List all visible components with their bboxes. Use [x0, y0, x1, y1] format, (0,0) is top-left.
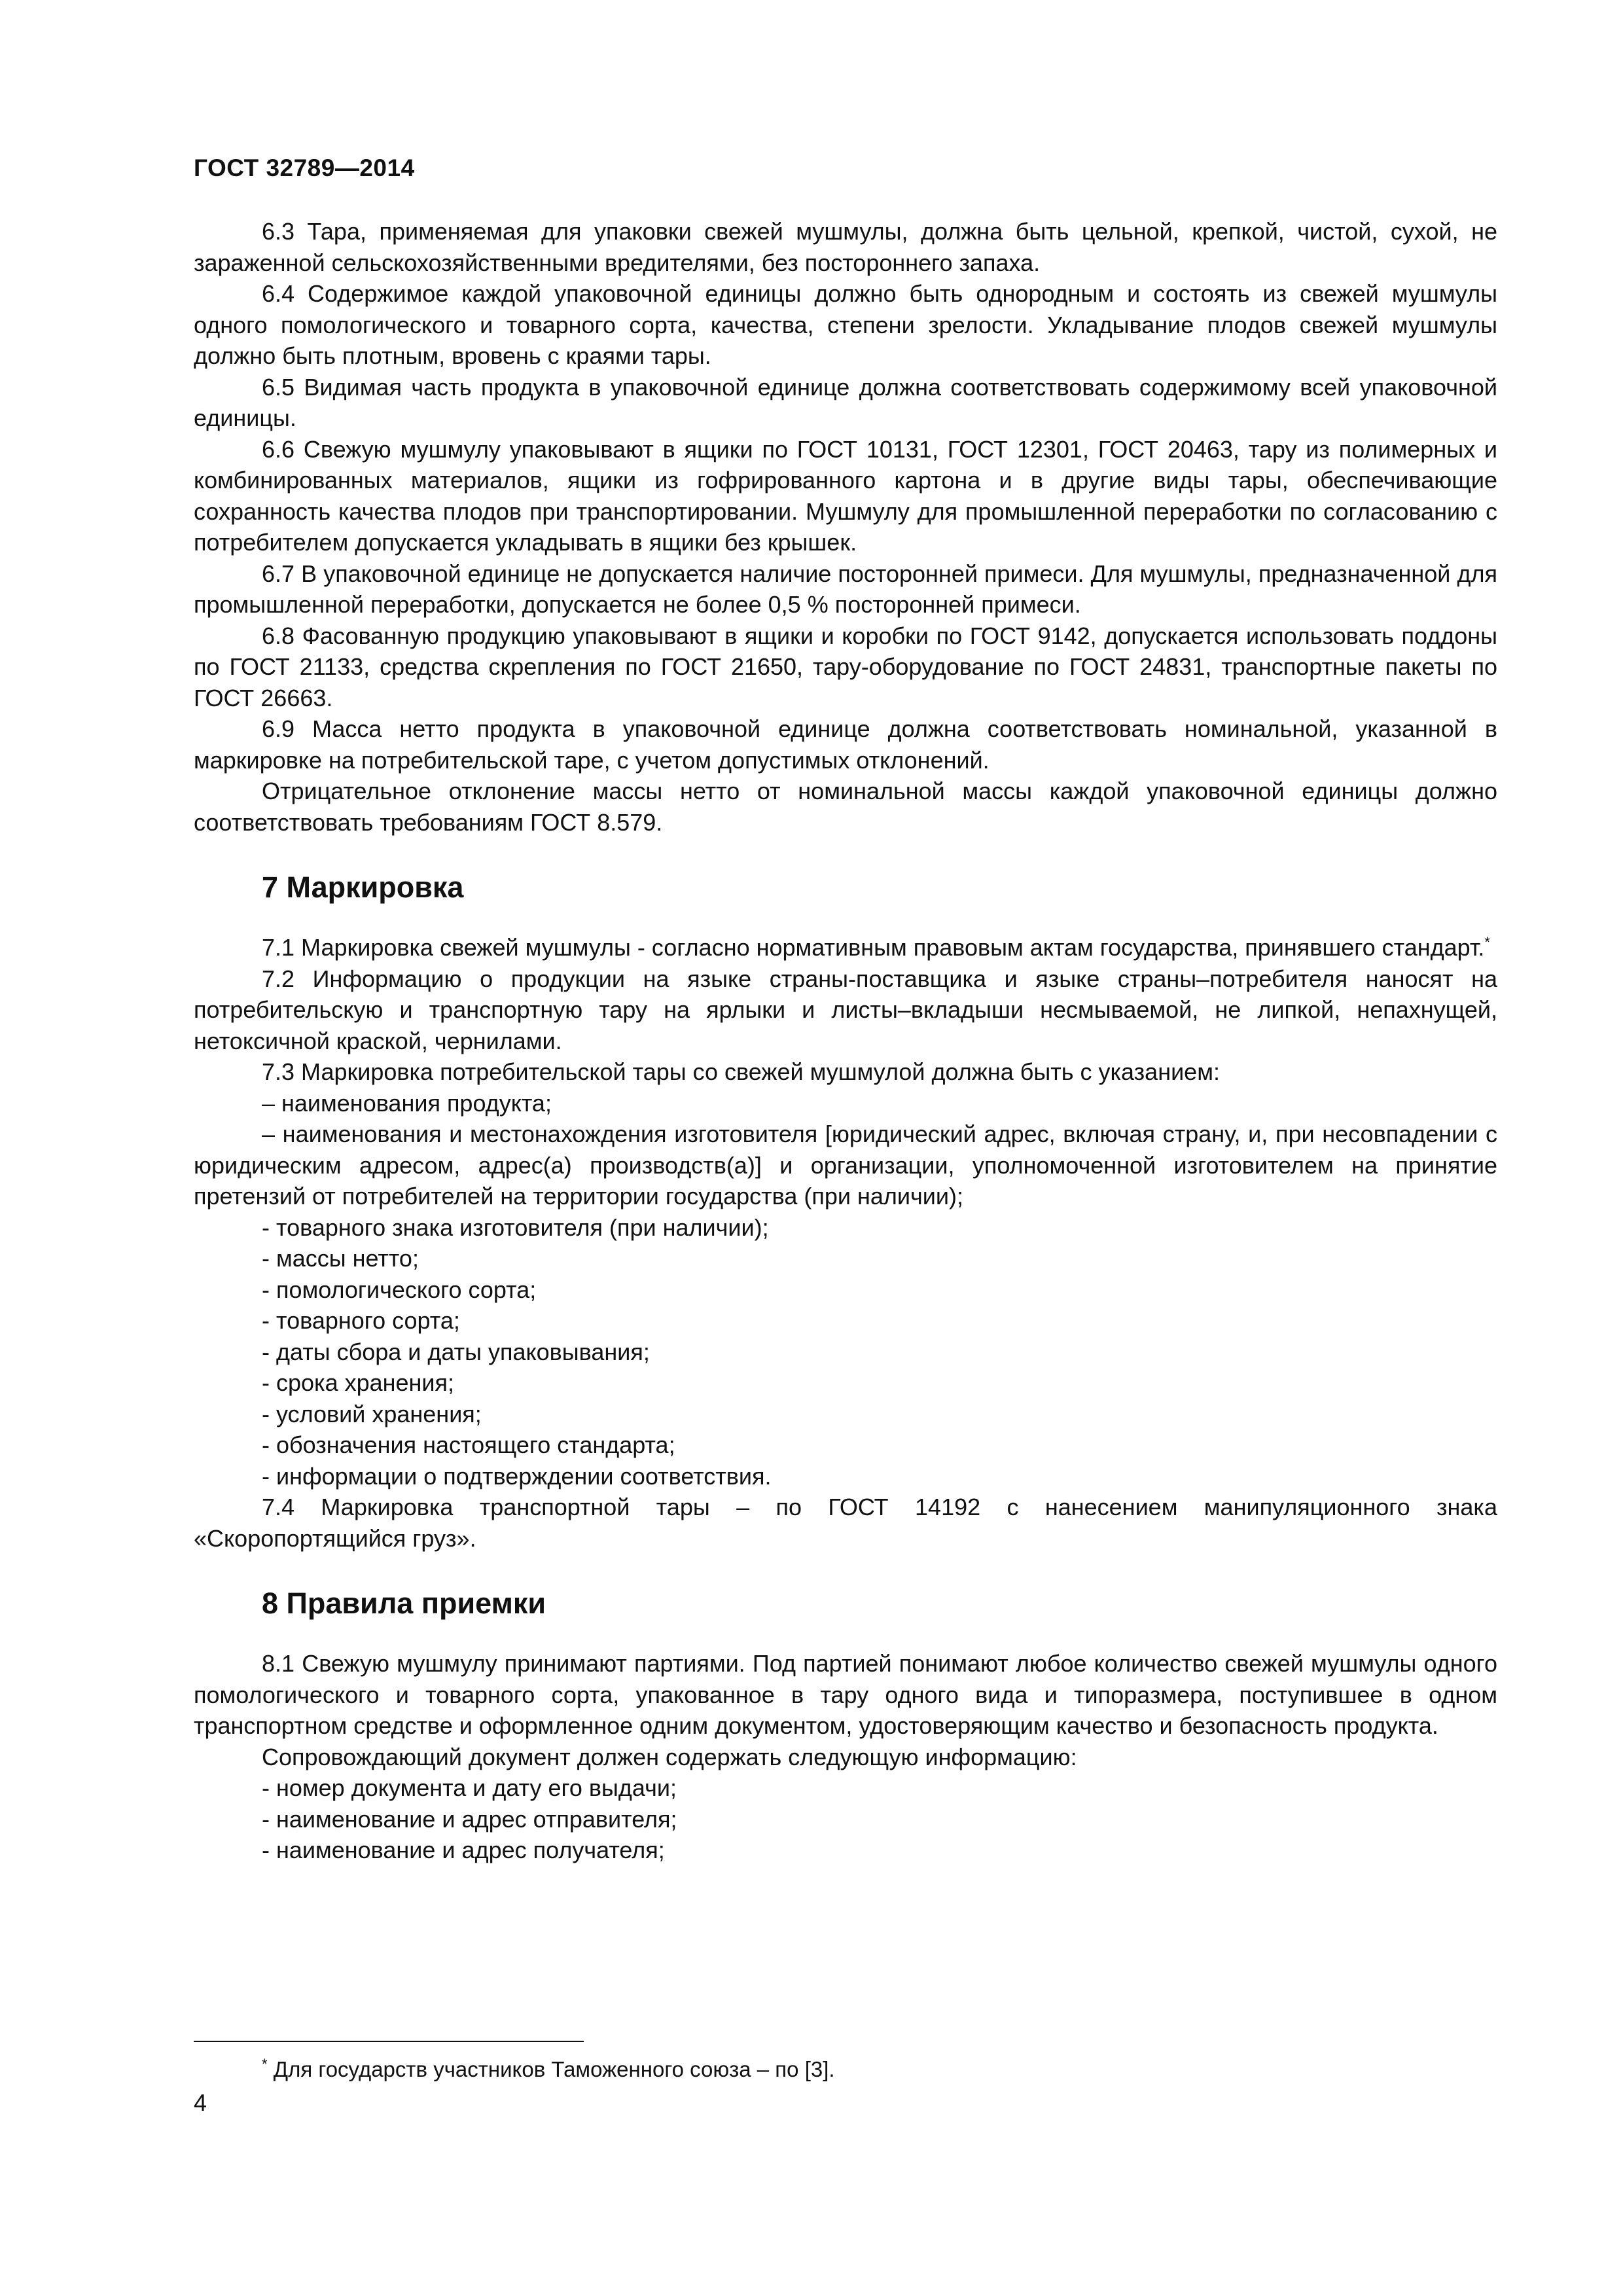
- list-item: - номер документа и дату его выдачи;: [262, 1774, 677, 1801]
- paragraph-6-3: 6.3 Тара, применяемая для упаковки свежей мушмулы, должна быть цельной, крепкой, чистой, сухой, не зараженной сельскохозяйственными вредителями, без постороннего запаха.: [194, 218, 1497, 276]
- list-item: - срока хранения;: [262, 1369, 455, 1396]
- footnote-separator: [194, 2041, 584, 2042]
- paragraph-6-7: 6.7 В упаковочной единице не допускается наличие посторонней примеси. Для мушмулы, предназначенной для промышленной переработки, допускается не более 0,5 % посторонней примеси.: [194, 560, 1497, 618]
- list-item: - условий хранения;: [262, 1400, 482, 1427]
- list-item: – наименования и местонахождения изготовителя [юридический адрес, включая страну, и, при несовпадении с юридическим адресом, адрес(а) производств(а)] и организации, уполномоченной изготовителем на принятие претензий от потребителей на территории государства (при наличии);: [194, 1121, 1497, 1210]
- list-item: - массы нетто;: [262, 1245, 419, 1272]
- document-body: [194, 216, 1497, 1866]
- paragraph-7-4: 7.4 Маркировка транспортной тары – по ГОСТ 14192 с нанесением манипуляционного знака «Скоропортящийся груз».: [194, 1494, 1497, 1552]
- paragraph-6-9: 6.9 Масса нетто продукта в упаковочной единице должна соответствовать номинальной, указанной в маркировке на потребительской таре, с учетом допустимых отклонений.: [194, 715, 1497, 774]
- paragraph-7-1: [194, 932, 1497, 963]
- paragraph-7-3: 7.3 Маркировка потребительской тары со свежей мушмулой должна быть с указанием:: [262, 1058, 1220, 1085]
- paragraph-6-6: 6.6 Свежую мушмулу упаковывают в ящики по ГОСТ 10131, ГОСТ 12301, ГОСТ 20463, тару из полимерных и комбинированных материалов, ящики из гофрированного картона и в другие виды тары, обеспечивающие сохранность качества плодов при транспортировании. Мушмулу для промышленной переработки по согласованию с потребителем допускается укладывать в ящики без крышек.: [194, 435, 1497, 556]
- section-heading-8: 8 Правила приемки: [262, 1587, 546, 1620]
- paragraph-7-2: 7.2 Информацию о продукции на языке страны-поставщика и языке страны–потребителя наносят на потребительскую и транспортную тару на ярлыки и листы–вкладыши несмываемой, не липкой, непахнущей, нетоксичной краской, чернилами.: [194, 965, 1497, 1054]
- list-item: - товарного сорта;: [262, 1307, 460, 1334]
- document-header: ГОСТ 32789—2014: [194, 154, 415, 181]
- list-item: - помологического сорта;: [262, 1276, 537, 1303]
- paragraph-7-1-text: 7.1 Маркировка свежей мушмулы - согласно нормативным правовым актам государства, принявшего стандарт.: [262, 934, 1485, 961]
- list-item: - наименование и адрес отправителя;: [262, 1805, 677, 1833]
- footnote: [262, 2055, 835, 2084]
- list-item: - товарного знака изготовителя (при наличии);: [262, 1213, 769, 1241]
- list-item: - информации о подтверждении соответствия.: [262, 1462, 772, 1490]
- paragraph-6-5: 6.5 Видимая часть продукта в упаковочной единице должна соответствовать содержимому всей упаковочной единицы.: [194, 373, 1497, 431]
- footnote-reference-mark: *: [1484, 934, 1490, 950]
- paragraph-8-1-continued: Сопровождающий документ должен содержать следующую информацию:: [262, 1743, 1077, 1770]
- paragraph-6-8: 6.8 Фасованную продукцию упаковывают в ящики и коробки по ГОСТ 9142, допускается использовать поддоны по ГОСТ 21133, средства скрепления по ГОСТ 21650, тару-оборудование по ГОСТ 24831, транспортные пакеты по ГОСТ 26663.: [194, 622, 1497, 711]
- list-item: - наименование и адрес получателя;: [262, 1837, 665, 1863]
- footnote-text: Для государств участников Таможенного союза – по [3].: [273, 2057, 835, 2081]
- paragraph-8-1: 8.1 Свежую мушмулу принимают партиями. Под партией понимают любое количество свежей мушмулы одного помологического и товарного сорта, упакованное в тару одного вида и типоразмера, поступившее в одном транспортном средстве и оформленное одним документом, удостоверяющим качество и безопасность продукта.: [194, 1650, 1497, 1739]
- paragraph-6-9-continued: Отрицательное отклонение массы нетто от номинальной массы каждой упаковочной единицы должно соответствовать требованиям ГОСТ 8.579.: [194, 778, 1497, 836]
- section-heading-7: 7 Маркировка: [262, 870, 464, 904]
- list-item: - даты сбора и даты упаковывания;: [262, 1338, 650, 1365]
- paragraph-6-4: 6.4 Содержимое каждой упаковочной единицы должно быть однородным и состоять из свежей мушмулы одного помологического и товарного сорта, качества, степени зрелости. Укладывание плодов свежей мушмулы должно быть плотным, вровень с краями тары.: [194, 280, 1497, 369]
- list-item: – наименования продукта;: [262, 1089, 552, 1117]
- footnote-mark: *: [262, 2056, 268, 2072]
- list-item: - обозначения настоящего стандарта;: [262, 1431, 675, 1458]
- page-number: 4: [194, 2089, 207, 2116]
